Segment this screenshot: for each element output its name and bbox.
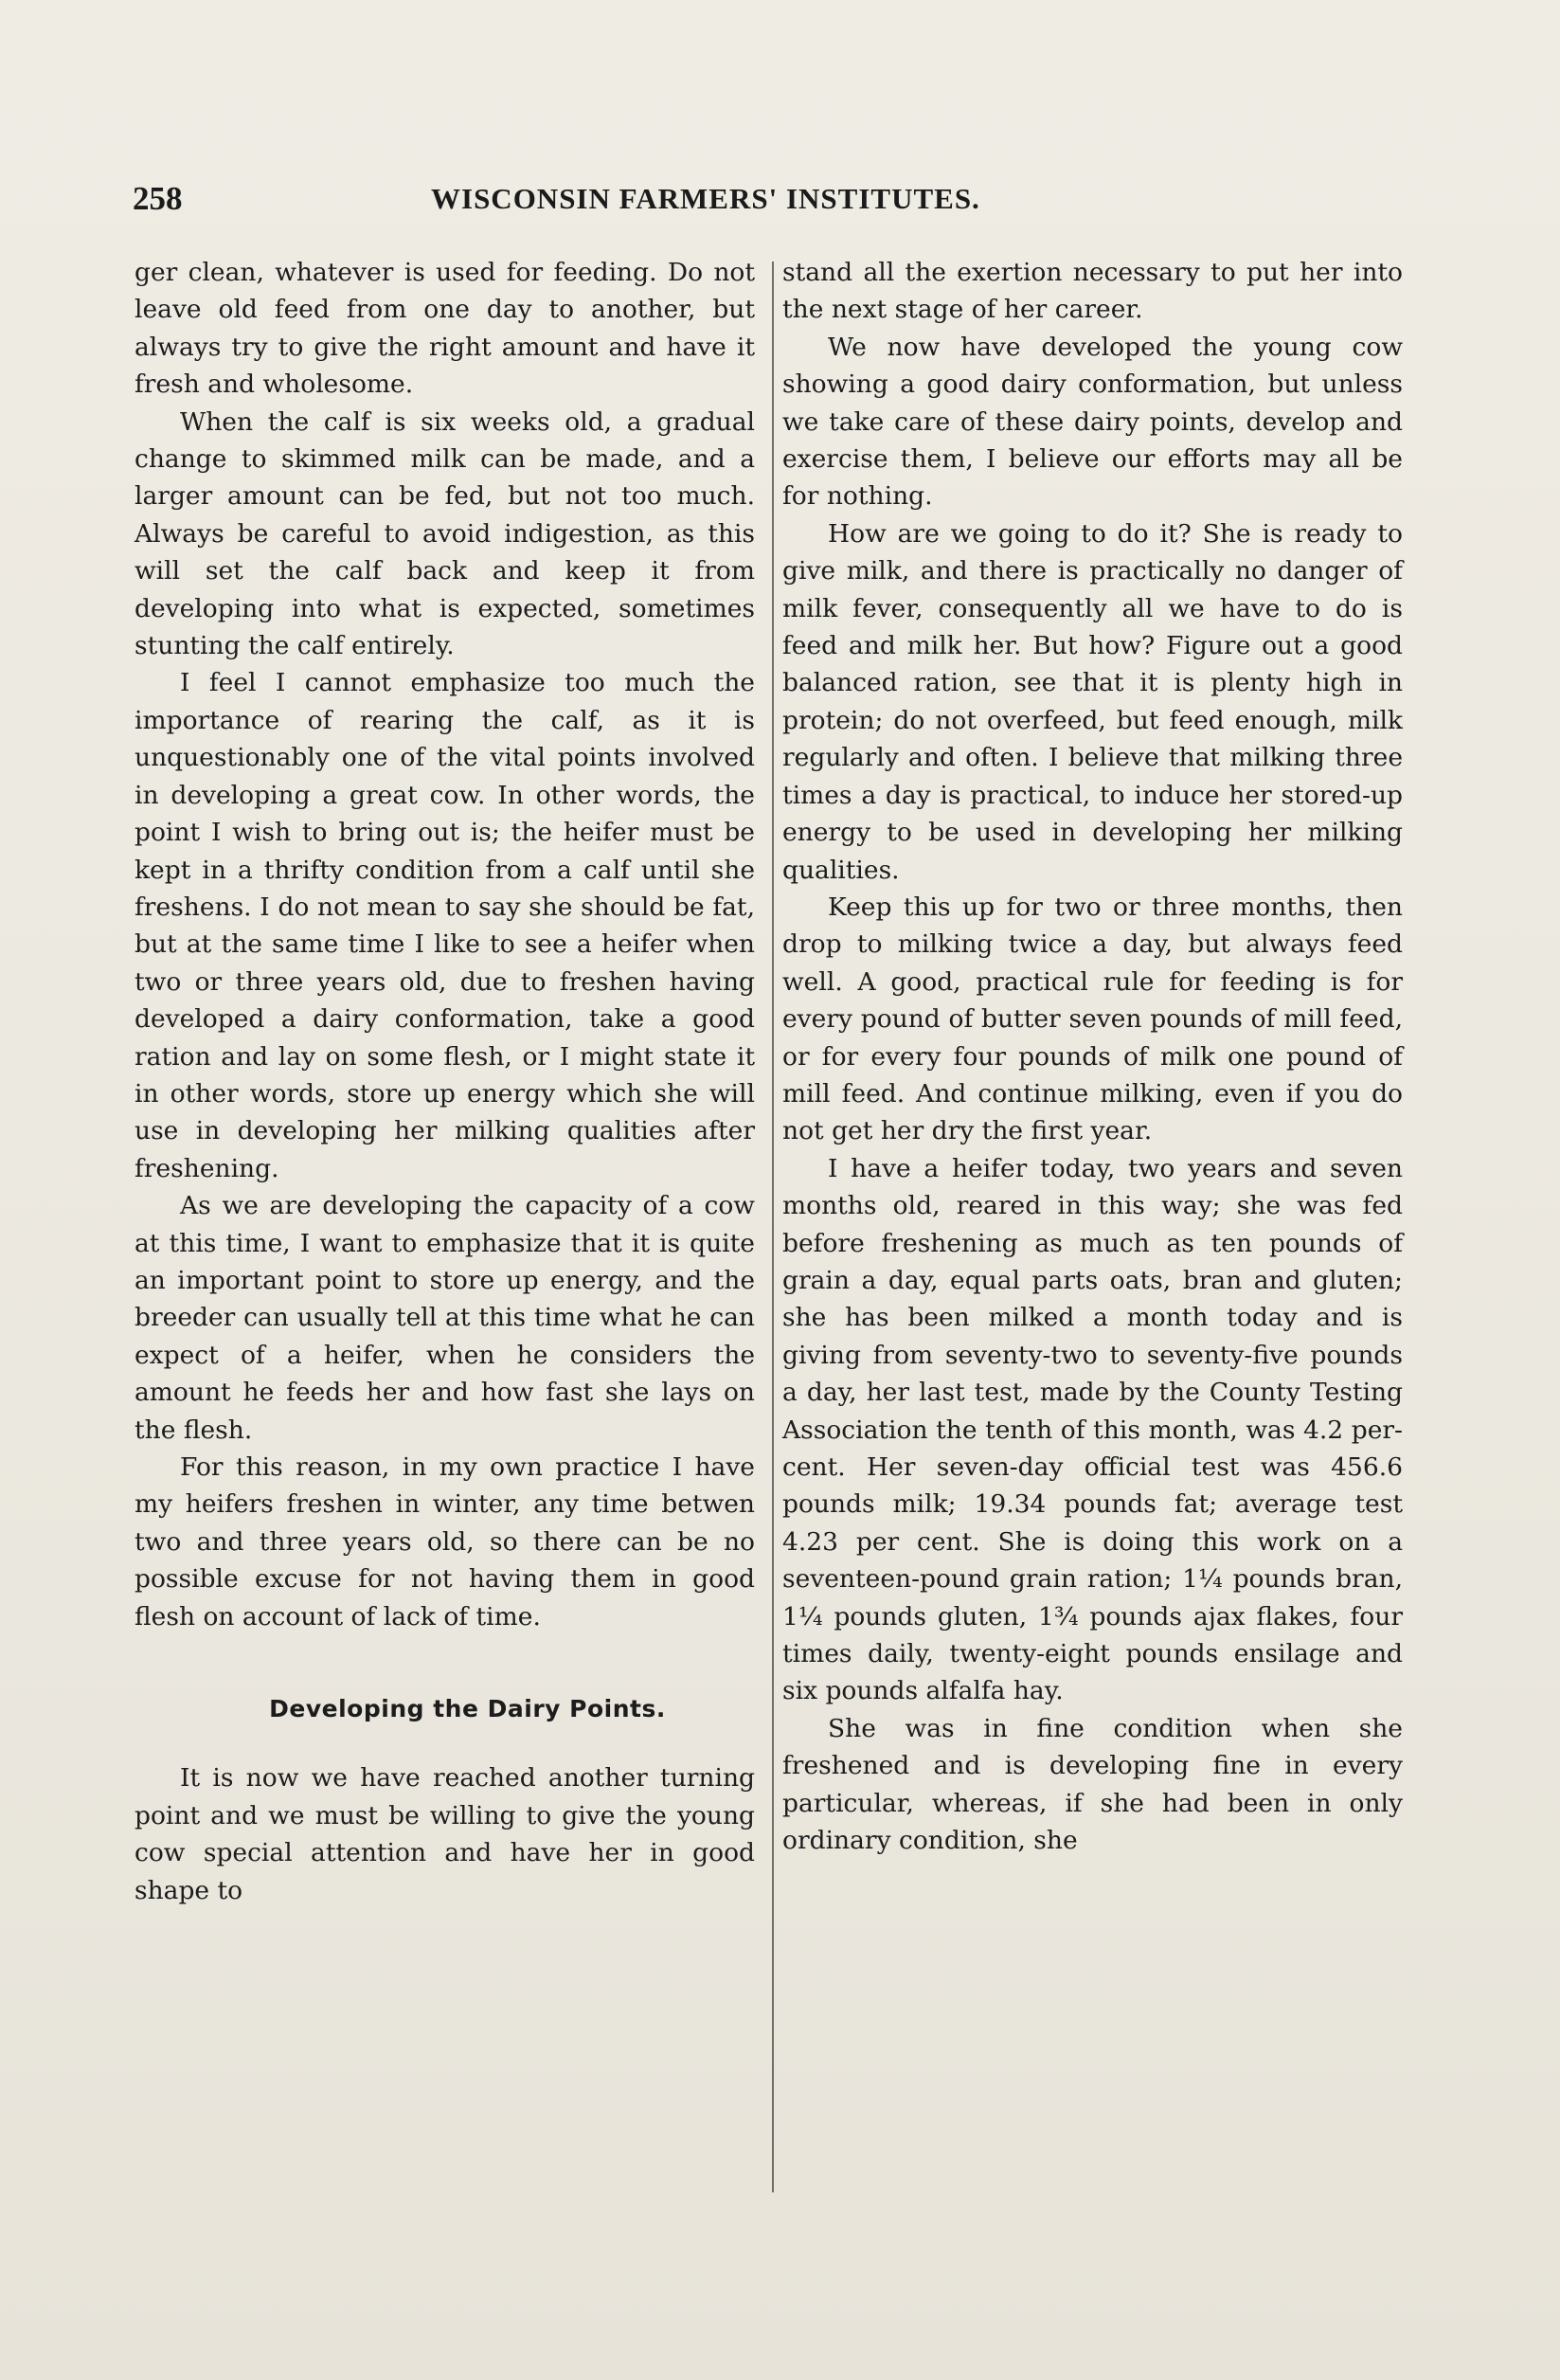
page-header: [133, 180, 1397, 227]
paragraph: When the calf is six weeks old, a gradual change to skimmed milk can be made, and a larger amount can be fed, but not too much. Always be careful to avoid indigestion, as this will set the calf back and keep it from developing into what is expected, sometimes stunting the calf entirely.: [134, 406, 755, 661]
paragraph: How are we going to do it? She is ready to give milk, and there is practically no danger of milk fever, consequently all we have to do is feed and milk her. But how? Figure out a good balanced ration, see that it is plenty high in protein; do not overfeed, but feed enough, milk regularly and often. I believe that milking three times a day is practical, to induce her stored-up energy to be used in developing her milking qualities.: [782, 518, 1403, 885]
left-column: [134, 254, 755, 1909]
paragraph: I have a heifer today, two years and seven months old, reared in this way; she was fed before freshening as much as ten pounds of grain a day, equal parts oats, bran and gluten; she has been milked a month today and is giving from seventy-two to seventy-five pounds a day, her last test, made by the County Testing Association the tenth of this month, was 4.2 per-cent. Her seven-day official test was 456.6 pounds milk; 19.34 pounds fat; average test 4.23 per cent. She is doing this work on a seventeen-pound grain ration; 1¼ pounds bran, 1¼ pounds gluten, 1¾ pounds ajax flakes, four times daily, twenty-eight pounds ensilage and six pounds alfalfa hay.: [782, 1153, 1403, 1706]
running-title: WISCONSIN FARMERS' INSTITUTES.: [431, 182, 980, 215]
column-divider: [772, 261, 774, 2192]
paragraph: For this reason, in my own practice I have my heifers freshen in winter, any time betwen two and three years old, so there can be no possible excuse for not having them in good flesh on account of lack of time.: [134, 1452, 755, 1632]
paragraph: She was in fine condition when she freshened and is developing fine in every particular, whereas, if she had been in only ordinary condition, she: [782, 1713, 1403, 1856]
section-heading: Developing the Dairy Points.: [269, 1695, 666, 1723]
paragraph: It is now we have reached another turning point and we must be willing to give the young cow special attention and have her in good shape to: [134, 1763, 755, 1905]
page-number: 258: [133, 180, 183, 217]
paragraph: We now have developed the young cow showing a good dairy conformation, but unless we take care of these dairy points, develop and exercise them, I believe our efforts may all be for nothing.: [782, 332, 1403, 512]
paragraph: Keep this up for two or three months, then drop to milking twice a day, but always feed well. A good, practical rule for feeding is for every pound of butter seven pounds of mill feed, or for every four pounds of milk one pound of mill feed. And continue milking, even if you do not get her dry the first year.: [782, 892, 1403, 1146]
paragraph: ger clean, whatever is used for feeding. Do not leave old feed from one day to another, but always try to give the right amount and have it fresh and wholesome.: [134, 258, 755, 400]
paragraph: stand all the exertion necessary to put her into the next stage of her career.: [782, 258, 1403, 325]
right-column: [782, 254, 1403, 1859]
paragraph: I feel I cannot emphasize too much the importance of rearing the calf, as it is unquestionably one of the vital points involved in developing a great cow. In other words, the point I wish to bring out is; the heifer must be kept in a thrifty condition from a calf until she freshens. I do not mean to say she should be fat, but at the same time I like to see a heifer when two or three years old, due to freshen having developed a dairy conformation, take a good ration and lay on some flesh, or I might state it in other words, store up energy which she will use in developing her milking qualities after freshening.: [134, 668, 755, 1183]
paragraph: As we are developing the capacity of a cow at this time, I want to emphasize that it is quite an important point to store up energy, and the breeder can usually tell at this time what he can expect of a heifer, when he considers the amount he feeds her and how fast she lays on the flesh.: [134, 1191, 755, 1445]
